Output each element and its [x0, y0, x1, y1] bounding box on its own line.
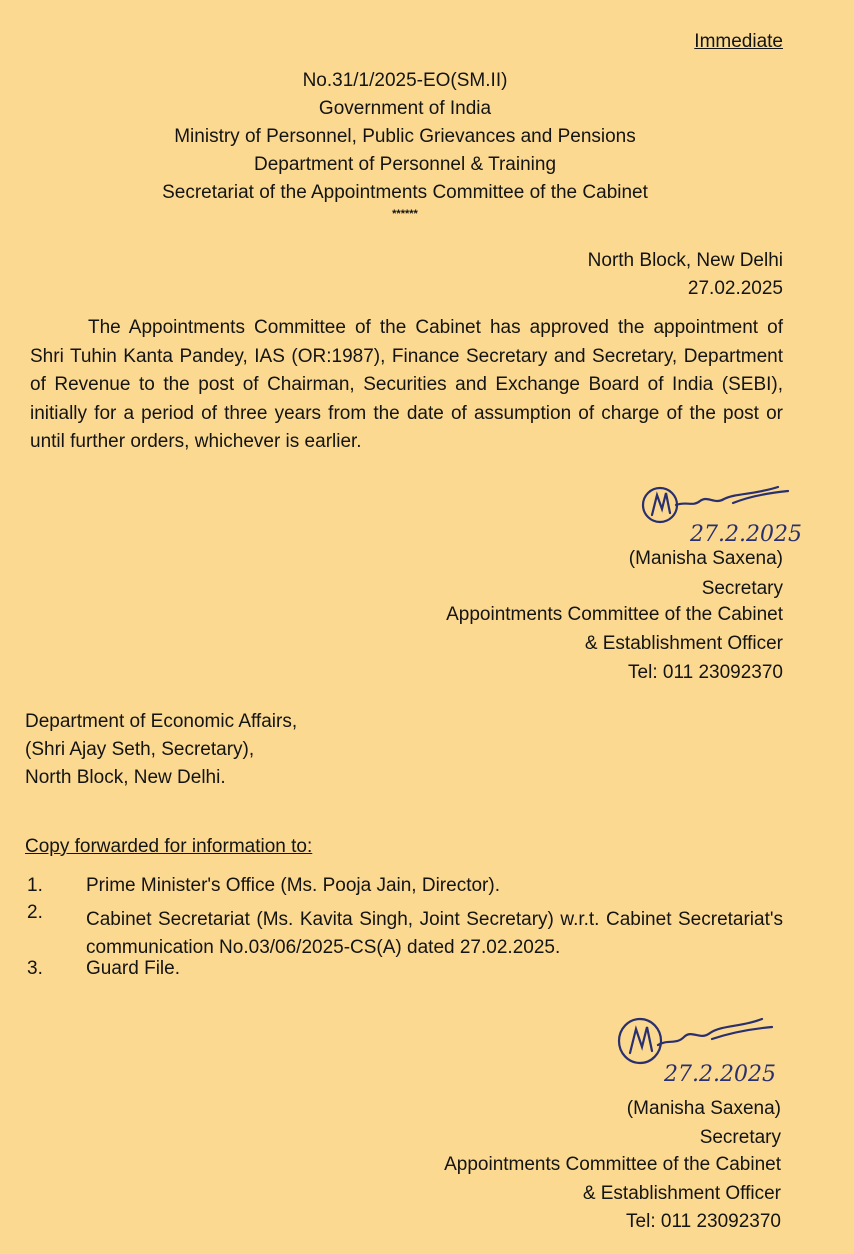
- copy-item-2-text: Cabinet Secretariat (Ms. Kavita Singh, Joint Secretary) w.r.t. Cabinet Secretariat's communication No.03/06/2025-CS(A) dated 27.02.2025.: [86, 909, 783, 958]
- body-paragraph: [30, 314, 783, 457]
- signatory-title-2: Secretary: [699, 1127, 781, 1148]
- addressee-line-2: (Shri Ajay Seth, Secretary),: [25, 739, 255, 760]
- signature-scribble-icon: [638, 475, 843, 550]
- copy-item-2-number: 2.: [27, 902, 43, 923]
- signatory-name: (Manisha Saxena): [628, 548, 783, 569]
- ministry-line: Ministry of Personnel, Public Grievances and Pensions: [174, 126, 636, 147]
- signatory-title: Secretary: [701, 578, 783, 599]
- copy-item-1-text: Prime Minister's Office (Ms. Pooja Jain, Director).: [86, 875, 500, 896]
- department-line: Department of Personnel & Training: [253, 154, 557, 175]
- place-line: North Block, New Delhi: [587, 250, 783, 271]
- signature-scribble-icon-2: [612, 1005, 822, 1090]
- signatory-role-2: & Establishment Officer: [582, 1183, 781, 1204]
- government-line: Government of India: [318, 98, 492, 119]
- date-line: 27.02.2025: [687, 278, 783, 299]
- copy-heading: Copy forwarded for information to:: [25, 836, 313, 857]
- copy-item-1-number: 1.: [27, 875, 43, 896]
- addressee-line-3: North Block, New Delhi.: [25, 767, 226, 788]
- signatory-committee: Appointments Committee of the Cabinet: [446, 604, 783, 625]
- signature-date-text: 27.2.2025: [690, 522, 802, 547]
- signatory-tel: Tel: 011 23092370: [628, 662, 783, 683]
- reference-number: No.31/1/2025-EO(SM.II): [302, 70, 508, 91]
- signatory-role: & Establishment Officer: [584, 633, 783, 654]
- signatory-tel-2: Tel: 011 23092370: [626, 1211, 781, 1232]
- body-text: The Appointments Committee of the Cabinet has approved the appointment of Shri Tuhin Kanta Pandey, IAS (OR:1987), Finance Secretary and Secretary, Department of Revenue to the post of Chairman, Securities and Exchange Board of India (SEBI), initially for a period of three years from the date of assumption of charge of the post or until further orders, whichever is earlier.: [30, 317, 783, 452]
- priority-label: Immediate: [694, 31, 783, 52]
- signatory-name-2: (Manisha Saxena): [626, 1098, 781, 1119]
- signature-date-text-2: 27.2.2025: [664, 1062, 776, 1087]
- secretariat-line: Secretariat of the Appointments Committee of the Cabinet: [162, 182, 648, 203]
- copy-item-3-number: 3.: [27, 958, 43, 979]
- signatory-committee-2: Appointments Committee of the Cabinet: [444, 1154, 781, 1175]
- header-stars: ******: [392, 208, 418, 220]
- addressee-line-1: Department of Economic Affairs,: [25, 711, 298, 732]
- copy-item-3-text: Guard File.: [86, 958, 180, 979]
